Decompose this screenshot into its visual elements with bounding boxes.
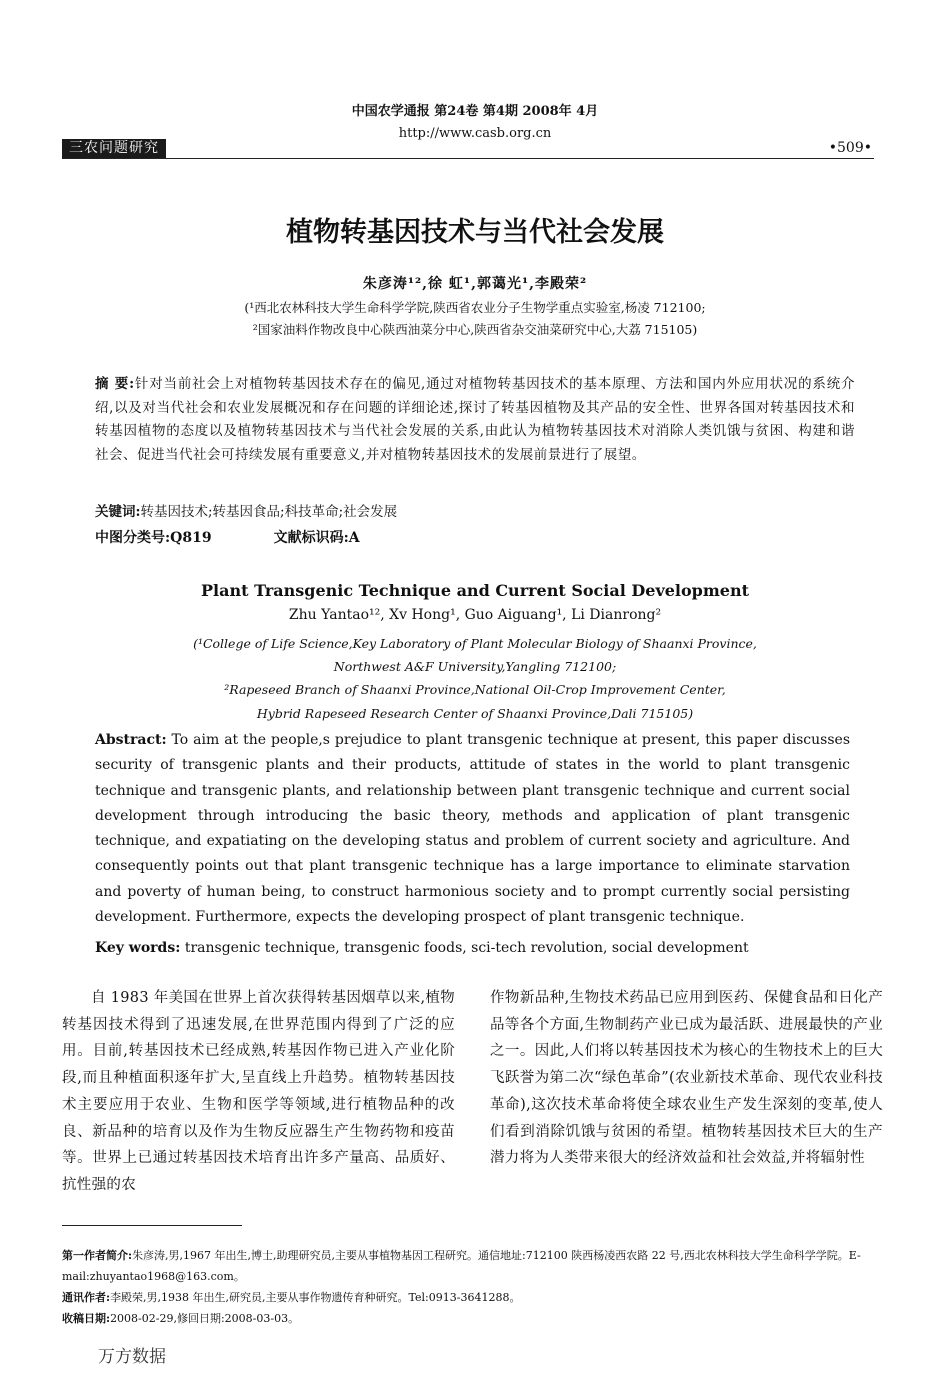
footnote-corresponding: [62, 1287, 882, 1308]
classification: [95, 527, 360, 547]
page-number: •509•: [828, 140, 872, 156]
abstract-en-text: To aim at the people,s prejudice to plant transgenic technique at present, this paper discusses security of transgenic plants and their products, attitude of states in the world to plant transgenic technique and transgenic plants, and relationship between plant transgenic technique and current social development through introducing the basic theory, methods and application of plant transgenic technique, and expatiating on the developing status and problem of current society and agriculture. And consequently points out that plant transgenic technique has a large importance to eliminate starvation and poverty of human being, to construct harmonious society and to prompt currently social persisting development. Furthermore, expects the developing prospect of plant transgenic technique.: [95, 732, 850, 926]
keywords-en-text: transgenic technique, transgenic foods, sci-tech revolution, social development: [184, 940, 749, 956]
section-tag: 三农问题研究: [62, 139, 166, 158]
keywords-cn-label: 关键词:: [95, 504, 141, 520]
journal-url: http://www.casb.org.cn: [398, 126, 552, 141]
footnote-first-author-label: 第一作者简介:: [62, 1249, 133, 1262]
abstract-en: [95, 728, 850, 930]
journal-header: 中国农学通报 第24卷 第4期 2008年 4月: [351, 104, 599, 119]
footnote-corresponding-label: 通讯作者:: [62, 1291, 111, 1304]
footnote-corresponding-text: 李殿荣,男,1938 年出生,研究员,主要从事作物遗传育种研究。Tel:0913-3641288。: [110, 1291, 521, 1304]
keywords-cn: [95, 500, 397, 520]
footnote-first-author: [62, 1245, 882, 1287]
footnote-received-label: 收稿日期:: [62, 1312, 111, 1325]
document-code: 文献标识码:A: [273, 530, 360, 546]
keywords-en-label: Key words:: [95, 940, 181, 956]
body-left-column: 自 1983 年美国在世界上首次获得转基因烟草以来,植物转基因技术得到了迅速发展,在世界范围内得到了广泛的应用。目前,转基因技术已经成熟,转基因作物已进入产业化阶段,而且种植面积逐年扩大,呈直线上升趋势。植物转基因技术主要应用于农业、生物和医学等领域,进行植物品种的改良、新品种的培育以及作为生物反应器生产生物药物和疫苗等。世界上已通过转基因技术培育出许多产量高、品质好、抗性强的农: [62, 990, 455, 1193]
footnote-first-author-text: 朱彦涛,男,1967 年出生,博士,助理研究员,主要从事植物基因工程研究。通信地址:712100 陕西杨凌西农路 22 号,西北农林科技大学生命科学学院。E-mail:zhuyantao1968@163.com。: [62, 1249, 861, 1283]
footnote-rule: [62, 1225, 242, 1226]
watermark: 万方数据: [98, 1347, 166, 1367]
clc-number: 中图分类号:Q819: [95, 530, 212, 546]
affiliation-cn-1: (¹西北农林科技大学生命科学学院,陕西省农业分子生物学重点实验室,杨凌 712100;: [244, 300, 706, 315]
title-cn: 植物转基因技术与当代社会发展: [286, 217, 664, 248]
body-right-column: 作物新品种,生物技术药品已应用到医药、保健食品和日化产品等各个方面,生物制药产业已成为最活跃、进展最快的产业之一。因此,人们将以转基因技术为核心的生物技术上的巨大飞跃誉为第二次“绿色革命”(农业新技术革命、现代农业科技革命),这次技术革命将使全球农业生产发生深刻的变革,使人们看到消除饥饿与贫困的希望。植物转基因技术巨大的生产潜力将为人类带来很大的经济效益和社会效益,并将辐射性: [490, 990, 883, 1167]
keywords-en: [95, 940, 749, 956]
affiliation-en-2: Northwest A&F University,Yangling 712100;: [333, 659, 617, 674]
abstract-cn-text: 针对当前社会上对植物转基因技术存在的偏见,通过对植物转基因技术的基本原理、方法和国内外应用状况的系统介绍,以及对当代社会和农业发展概况和存在问题的详细论述,探讨了转基因植物及其产品的安全性、世界各国对转基因技术和转基因植物的态度以及植物转基因技术与当代社会发展的关系,由此认为植物转基因技术对消除人类饥饿与贫困、构建和谐社会、促进当代社会可持续发展有重要意义,并对植物转基因技术的发展前景进行了展望。: [95, 376, 855, 463]
footnote-received: [62, 1308, 882, 1329]
authors-cn: 朱彦涛¹²,徐 虹¹,郭蔼光¹,李殿荣²: [362, 276, 588, 292]
footnotes: [62, 1245, 882, 1329]
abstract-cn: [95, 373, 855, 467]
authors-en: Zhu Yantao¹², Xv Hong¹, Guo Aiguang¹, Li Dianrong²: [288, 607, 662, 623]
abstract-en-label: Abstract:: [95, 732, 167, 748]
footnote-received-text: 2008-02-29,修回日期:2008-03-03。: [110, 1312, 300, 1325]
abstract-cn-label: 摘 要:: [95, 376, 135, 392]
keywords-cn-text: 转基因技术;转基因食品;科技革命;社会发展: [140, 504, 398, 520]
affiliation-cn-2: ²国家油料作物改良中心陕西油菜分中心,陕西省杂交油菜研究中心,大荔 715105): [252, 322, 698, 337]
affiliation-en-1: (¹College of Life Science,Key Laboratory of Plant Molecular Biology of Shaanxi Province,: [193, 636, 757, 651]
affiliation-en-3: ²Rapeseed Branch of Shaanxi Province,National Oil-Crop Improvement Center,: [224, 682, 726, 697]
title-en: Plant Transgenic Technique and Current Social Development: [201, 581, 749, 600]
header-rule: [62, 158, 874, 159]
affiliation-en-4: Hybrid Rapeseed Research Center of Shaanxi Province,Dali 715105): [256, 706, 694, 721]
